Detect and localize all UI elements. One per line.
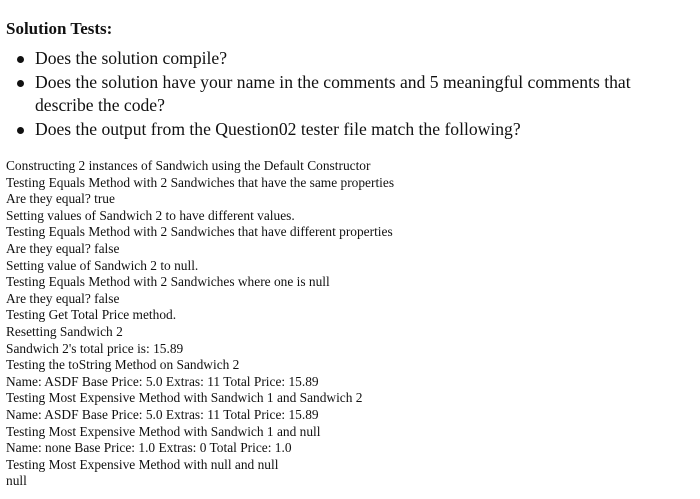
output-line: Sandwich 2's total price is: 15.89 — [6, 340, 184, 356]
output-line: null — [6, 473, 27, 489]
checklist-item-text: Does the output from the Question02 tester file match the following? — [35, 118, 521, 139]
checklist-item — [0, 71, 690, 118]
bullet-icon — [17, 56, 24, 63]
output-line: Name: none Base Price: 1.0 Extras: 0 Total Price: 1.0 — [6, 440, 292, 456]
output-line: Testing the toString Method on Sandwich 2 — [6, 357, 240, 373]
expected-output — [6, 158, 394, 490]
output-line: Testing Get Total Price method. — [6, 307, 177, 323]
test-checklist — [0, 47, 690, 141]
output-line: Testing Most Expensive Method with Sandwich 1 and null — [6, 423, 321, 439]
output-line: Are they equal? true — [6, 191, 115, 207]
output-line: Testing Equals Method with 2 Sandwiches where one is null — [6, 274, 330, 290]
output-line: Constructing 2 instances of Sandwich using the Default Constructor — [6, 158, 371, 173]
output-line: Testing Equals Method with 2 Sandwiches that have the same properties — [6, 174, 395, 190]
output-line: Are they equal? false — [6, 240, 120, 256]
output-line: Are they equal? false — [6, 290, 120, 306]
output-line: Name: ASDF Base Price: 5.0 Extras: 11 Total Price: 15.89 — [6, 406, 319, 422]
output-line: Setting value of Sandwich 2 to null. — [6, 257, 199, 273]
checklist-item-text: Does the solution compile? — [35, 48, 228, 68]
bullet-icon — [17, 80, 24, 87]
checklist-item-text: Does the solution have your name in the comments and 5 meaningful comments that describe the code? — [35, 71, 631, 115]
output-line: Resetting Sandwich 2 — [6, 323, 123, 339]
output-line: Testing Most Expensive Method with Sandwich 1 and Sandwich 2 — [6, 390, 363, 406]
output-line: Name: ASDF Base Price: 5.0 Extras: 11 Total Price: 15.89 — [6, 373, 319, 389]
checklist-item — [0, 118, 690, 142]
checklist-item — [0, 47, 690, 71]
output-line: Setting values of Sandwich 2 to have different values. — [6, 207, 295, 223]
output-line: Testing Equals Method with 2 Sandwiches that have different properties — [6, 224, 393, 240]
section-heading: Solution Tests: — [6, 19, 113, 38]
output-line: Testing Most Expensive Method with null and null — [6, 456, 279, 472]
bullet-icon — [17, 127, 24, 134]
